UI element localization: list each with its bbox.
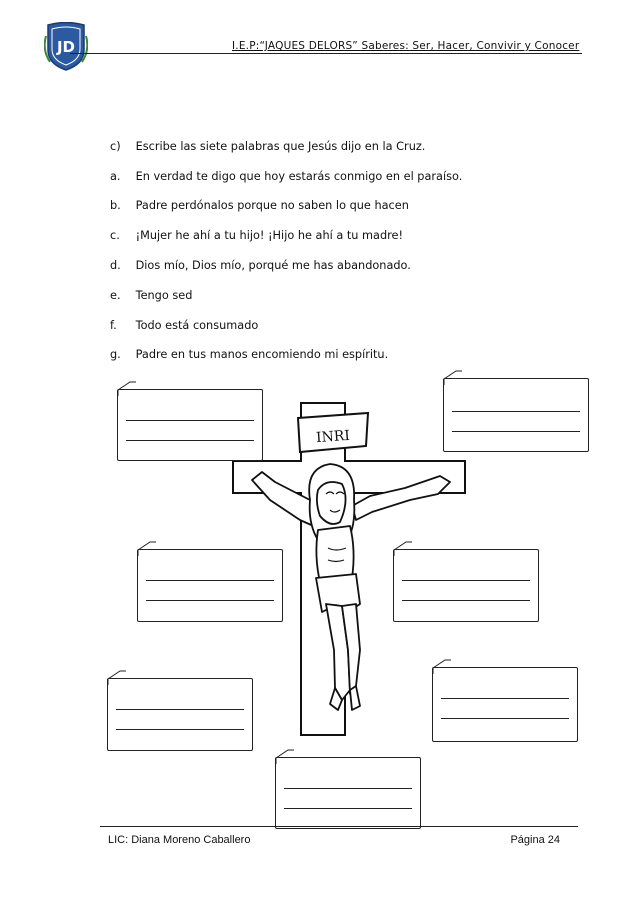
item-text: Dios mío, Dios mío, porqué me has abandonado. xyxy=(135,259,411,272)
item-text: Escribe las siete palabras que Jesús dijo en la Cruz. xyxy=(135,140,426,153)
answer-box[interactable] xyxy=(432,667,578,742)
answer-line[interactable] xyxy=(402,600,530,601)
answer-line[interactable] xyxy=(452,431,580,432)
page-fold-icon xyxy=(106,669,128,685)
answer-line[interactable] xyxy=(116,729,244,730)
page-fold-icon xyxy=(274,748,296,764)
item-label: c) xyxy=(110,140,121,153)
inri-sign-text: INRI xyxy=(315,427,351,447)
answer-line[interactable] xyxy=(116,709,244,710)
answer-line[interactable] xyxy=(146,600,274,601)
answer-line[interactable] xyxy=(126,440,254,441)
page-fold-icon xyxy=(392,540,414,556)
item-label: e. xyxy=(110,289,121,302)
answer-box[interactable] xyxy=(117,389,263,461)
footer-author: LIC: Diana Moreno Caballero xyxy=(108,834,251,846)
answer-box[interactable] xyxy=(393,549,539,622)
answer-box[interactable] xyxy=(107,678,253,751)
item-label: b. xyxy=(110,199,121,212)
page-fold-icon xyxy=(442,369,464,385)
answer-line[interactable] xyxy=(284,808,412,809)
header-title: I.E.P:“JAQUES DELORS” Saberes: Ser, Hacer, Convivir y Conocer xyxy=(232,40,580,52)
answer-line[interactable] xyxy=(452,411,580,412)
answer-line[interactable] xyxy=(402,580,530,581)
answer-line[interactable] xyxy=(441,718,569,719)
answer-line[interactable] xyxy=(146,580,274,581)
page-fold-icon xyxy=(136,540,158,556)
item-label: a. xyxy=(110,170,121,183)
item-label: d. xyxy=(110,259,121,272)
page-fold-icon xyxy=(431,658,453,674)
answer-box[interactable] xyxy=(137,549,283,622)
item-text: En verdad te digo que hoy estarás conmigo en el paraíso. xyxy=(135,170,463,183)
answer-box[interactable] xyxy=(275,757,421,829)
footer-divider xyxy=(100,826,578,827)
answer-line[interactable] xyxy=(284,788,412,789)
item-text: Tengo sed xyxy=(135,289,193,302)
answer-box[interactable] xyxy=(443,378,589,452)
page-fold-icon xyxy=(116,380,138,396)
item-text: ¡Mujer he ahí a tu hijo! ¡Hijo he ahí a tu madre! xyxy=(135,229,404,242)
item-label: c. xyxy=(110,229,120,242)
item-text: Padre perdónalos porque no saben lo que hacen xyxy=(135,199,409,212)
logo-monogram: JD xyxy=(56,38,76,56)
item-label: f. xyxy=(110,319,117,332)
footer-page-number: Página 24 xyxy=(510,834,560,846)
answer-line[interactable] xyxy=(126,420,254,421)
item-label: g. xyxy=(110,348,121,361)
answer-line[interactable] xyxy=(441,698,569,699)
item-text: Padre en tus manos encomiendo mi espíritu. xyxy=(135,348,389,361)
item-text: Todo está consumado xyxy=(135,319,259,332)
